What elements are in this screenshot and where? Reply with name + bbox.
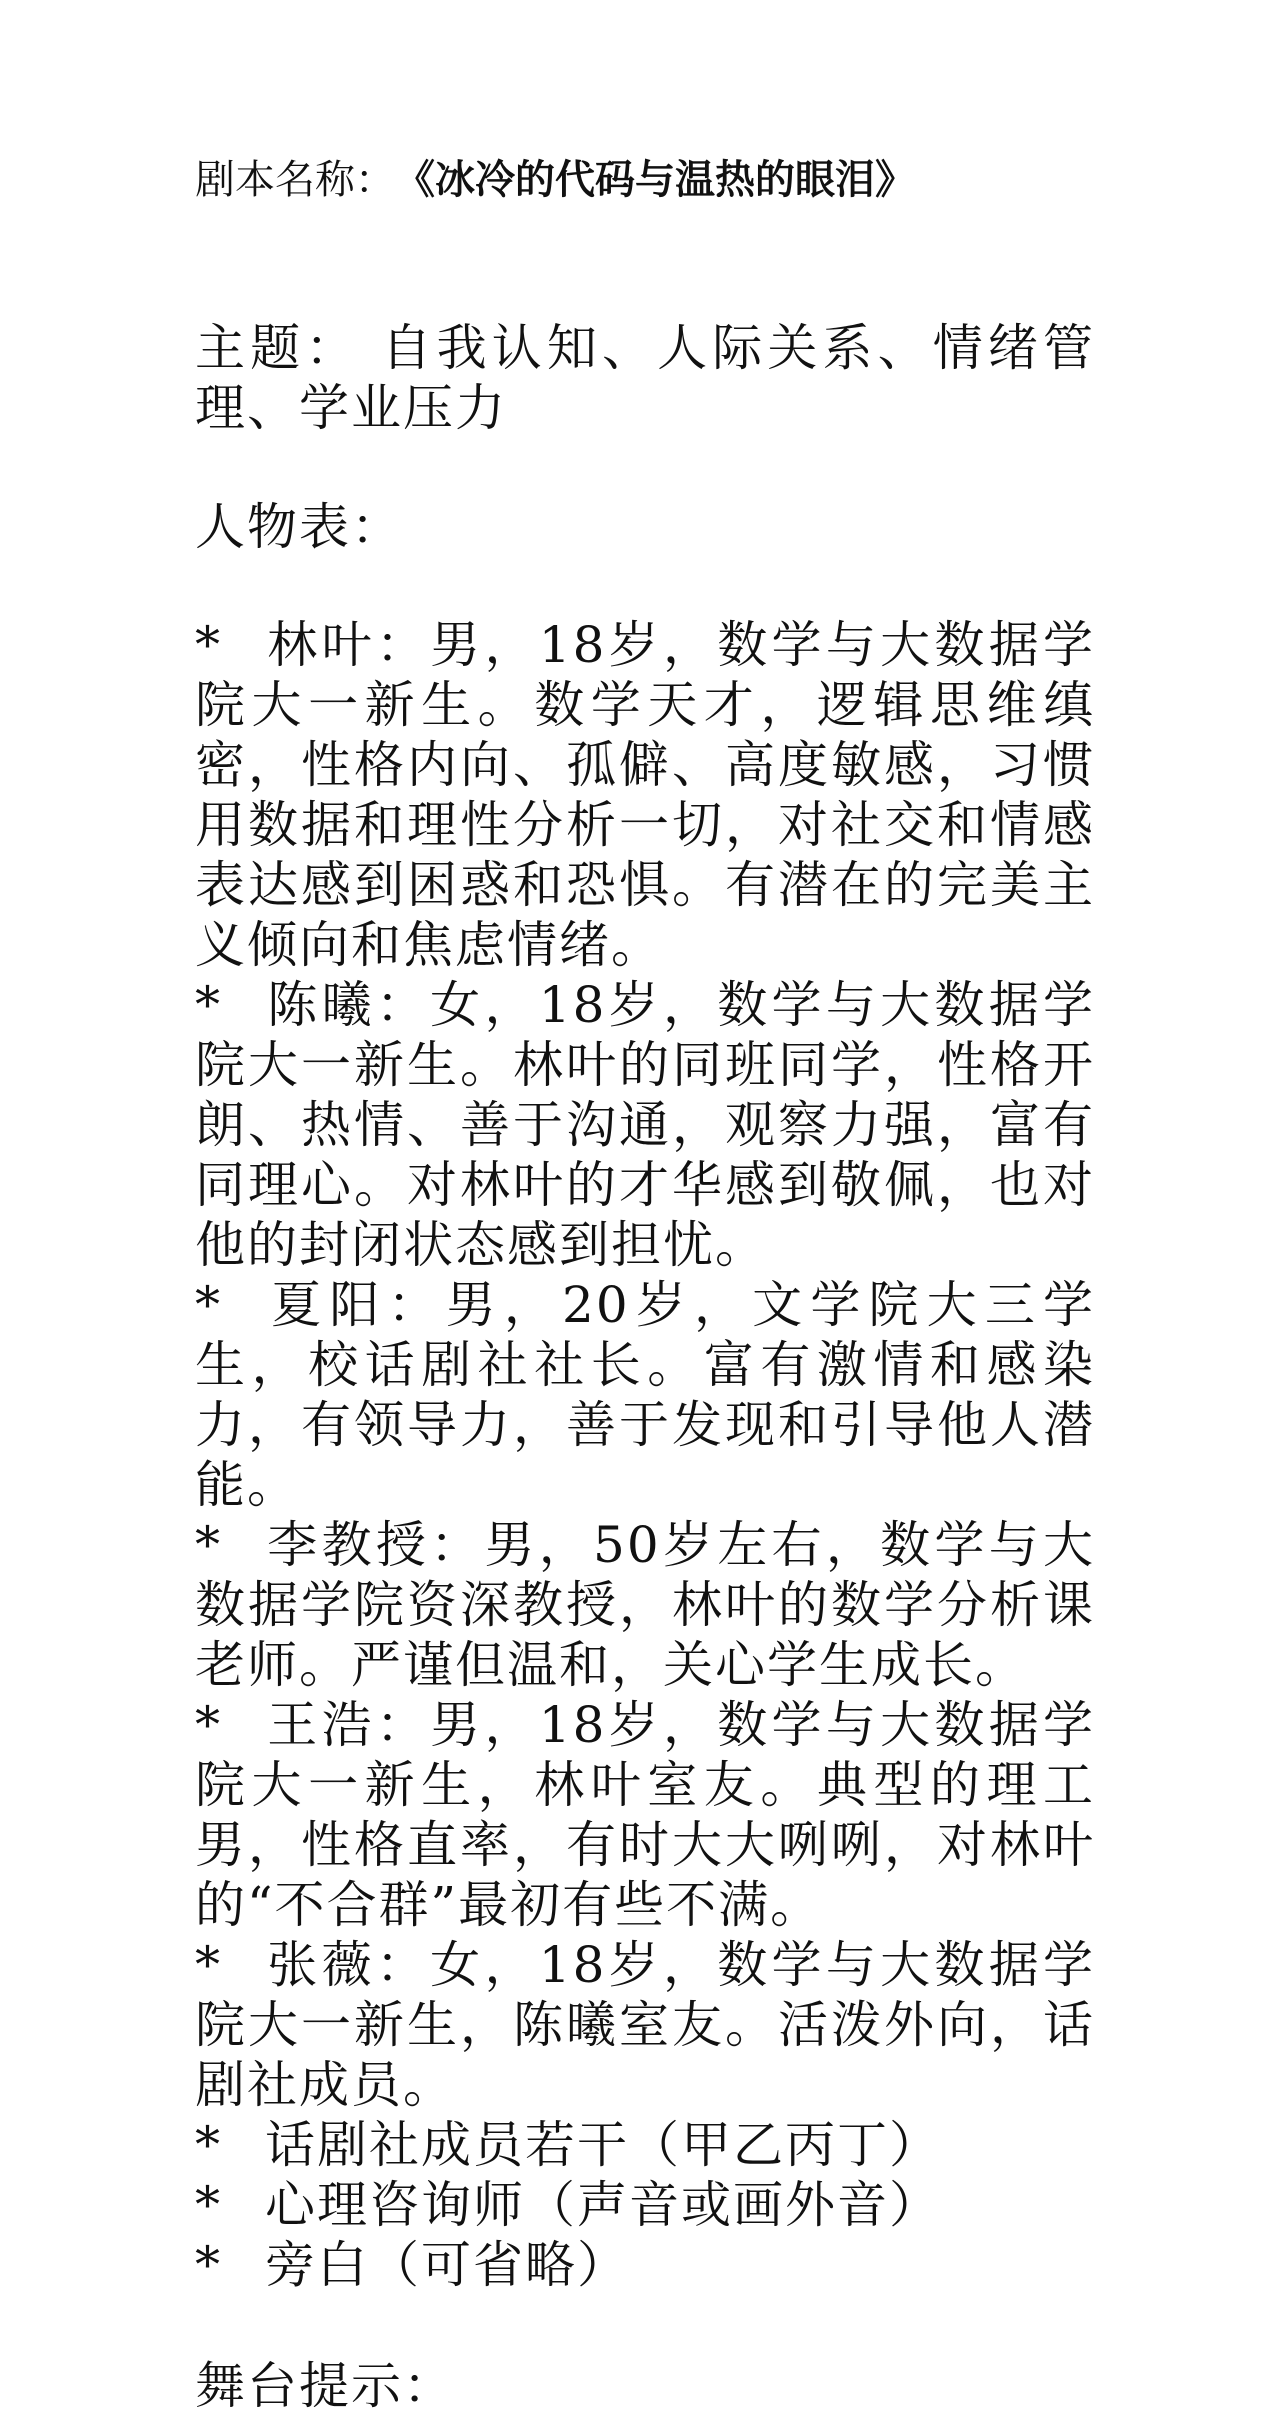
character-name: 王浩： [265, 1696, 431, 1754]
character-description: 女，18岁，数学与大数据学院大一新生，陈曦室友。活泼外向，话剧社成员。 [195, 1936, 1096, 2114]
script-title-label: 剧本名称： [195, 157, 395, 203]
character-name: 李教授： [265, 1516, 485, 1574]
script-title-value: 《冰冷的代码与温热的眼泪》 [415, 157, 915, 203]
character-description: 男，18岁，数学与大数据学院大一新生，林叶室友。典型的理工男，性格直率，有时大大咧咧，对林叶的“不合群”最初有些不满。 [195, 1696, 1096, 1934]
character-name: 话剧社成员若干（甲乙丙丁） [265, 2116, 941, 2174]
character-item [195, 2175, 1095, 2235]
character-description: 男，50岁左右，数学与大数据学院资深教授，林叶的数学分析课老师。严谨但温和，关心学生成长。 [195, 1516, 1096, 1694]
character-name: 心理咨询师（声音或画外音） [265, 2176, 941, 2234]
character-description: 男，20岁，文学院大三学生，校话剧社社长。富有激情和感染力，有领导力，善于发现和引导他人潜能。 [195, 1276, 1096, 1514]
bullet-icon: * [195, 2116, 222, 2174]
bullet-icon: * [195, 1276, 222, 1334]
theme-value: 自我认知、人际关系、情绪管理、学业压力 [195, 319, 1096, 437]
bullet-icon: * [195, 2236, 222, 2294]
bullet-icon: * [195, 1936, 222, 1994]
character-item [195, 2115, 1095, 2175]
theme-paragraph [195, 318, 1095, 438]
bullet-icon: * [195, 1696, 222, 1754]
character-name: 旁白（可省略） [265, 2236, 629, 2294]
bullet-icon: * [195, 2176, 222, 2234]
character-item [195, 1515, 1095, 1695]
character-item [195, 1275, 1095, 1515]
theme-label: 主题： [195, 319, 361, 377]
bullet-icon: * [195, 1516, 222, 1574]
character-item [195, 975, 1095, 1275]
character-description: 女，18岁，数学与大数据学院大一新生。林叶的同班同学，性格开朗、热情、善于沟通，观察力强，富有同理心。对林叶的才华感到敬佩，也对他的封闭状态感到担忧。 [195, 976, 1096, 1274]
character-list [195, 615, 1095, 2295]
character-item [195, 1695, 1095, 1935]
character-item [195, 2235, 1095, 2295]
script-title-line [195, 150, 1095, 210]
character-name: 张薇： [265, 1936, 431, 1994]
bullet-icon: * [195, 616, 222, 674]
character-name: 陈曦： [265, 976, 431, 1034]
bullet-icon: * [195, 976, 222, 1034]
cast-heading: 人物表： [195, 498, 403, 556]
character-item [195, 615, 1095, 975]
stage-directions-heading: 舞台提示： [195, 2357, 455, 2415]
character-item [195, 1935, 1095, 2115]
character-name: 林叶： [265, 616, 431, 674]
character-name: 夏阳： [265, 1276, 446, 1334]
character-description: 男，18岁，数学与大数据学院大一新生。数学天才，逻辑思维缜密，性格内向、孤僻、高度敏感，习惯用数据和理性分析一切，对社交和情感表达感到困惑和恐惧。有潜在的完美主义倾向和焦虑情绪。 [195, 616, 1096, 974]
